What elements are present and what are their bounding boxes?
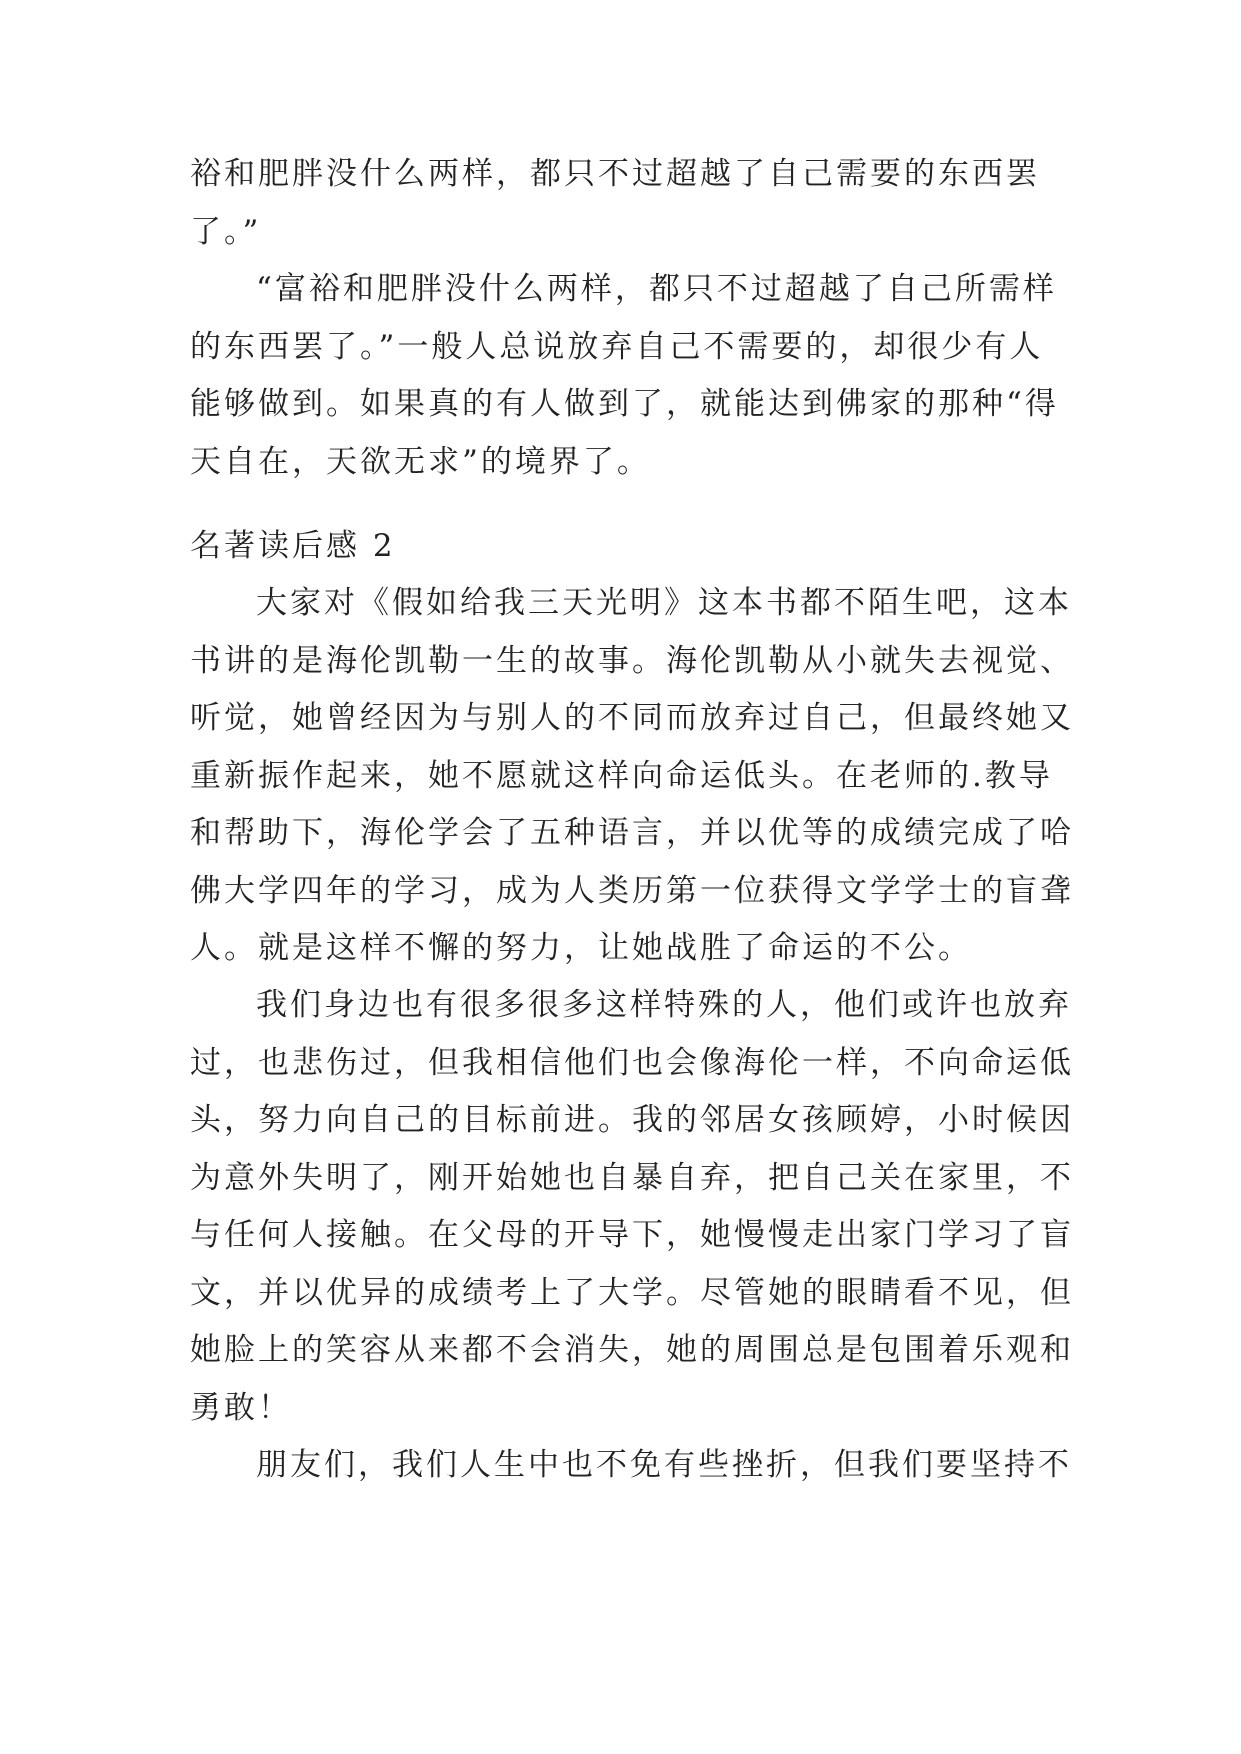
text-line: 了。”: [190, 213, 262, 250]
paragraph-1: [190, 261, 1059, 491]
text-line: 佛大学四年的学习，成为人类历第一位获得文学学士的盲聋: [190, 872, 1074, 909]
text-line: 书讲的是海伦凯勒一生的故事。海伦凯勒从小就失去视觉、: [190, 642, 1074, 679]
text-line: 勇敢！: [190, 1389, 292, 1426]
paragraph-2: [190, 575, 1074, 978]
paragraph-3: [190, 977, 1074, 1437]
text-line: 能够做到。如果真的有人做到了，就能达到佛家的那种“得: [190, 386, 1059, 422]
text-line: 和帮助下，海伦学会了五种语言，并以优等的成绩完成了哈: [190, 815, 1074, 851]
text-line: 人。就是这样不懈的努力，让她战胜了命运的不公。: [190, 930, 972, 966]
text-line: 与任何人接触。在父母的开导下，她慢慢走出家门学习了盲: [190, 1217, 1074, 1253]
text-line: 她脸上的笑容从来都不会消失，她的周围总是包围着乐观和: [190, 1332, 1074, 1368]
text-line: 过，也悲伤过，但我相信他们也会像海伦一样，不向命运低: [190, 1044, 1074, 1081]
text-line: 为意外失明了，刚开始她也自暴自弃，把自己关在家里，不: [190, 1159, 1074, 1196]
text-line: 重新振作起来，她不愿就这样向命运低头。在老师的.教导: [190, 757, 1053, 794]
text-line: 天自在，天欲无求”的境界了。: [190, 443, 651, 480]
paragraph-4: [190, 1437, 1072, 1495]
text-line: 朋友们，我们人生中也不免有些挫折，但我们要坚持不: [256, 1447, 1072, 1483]
section-heading: 名著读后感 2: [190, 528, 396, 564]
continuation-paragraph: [190, 146, 1050, 261]
section-heading-block: [190, 518, 1050, 576]
text-line: 听觉，她曾经因为与别人的不同而放弃过自己，但最终她又: [190, 700, 1074, 736]
text-line: 大家对《假如给我三天光明》这本书都不陌生吧，这本: [256, 585, 1072, 621]
text-line: 头，努力向自己的目标前进。我的邻居女孩顾婷，小时候因: [190, 1102, 1074, 1138]
text-line: 裕和肥胖没什么两样，都只不过超越了自己需要的东西罢: [190, 156, 1040, 192]
text-line: 文，并以优异的成绩考上了大学。尽管她的眼睛看不见，但: [190, 1274, 1074, 1311]
text-line: “富裕和肥胖没什么两样，都只不过超越了自己所需样: [256, 271, 1057, 307]
text-line: 我们身边也有很多很多这样特殊的人，他们或许也放弃: [256, 987, 1072, 1023]
text-line: 的东西罢了。”一般人总说放弃自己不需要的，却很少有人: [190, 328, 1044, 365]
